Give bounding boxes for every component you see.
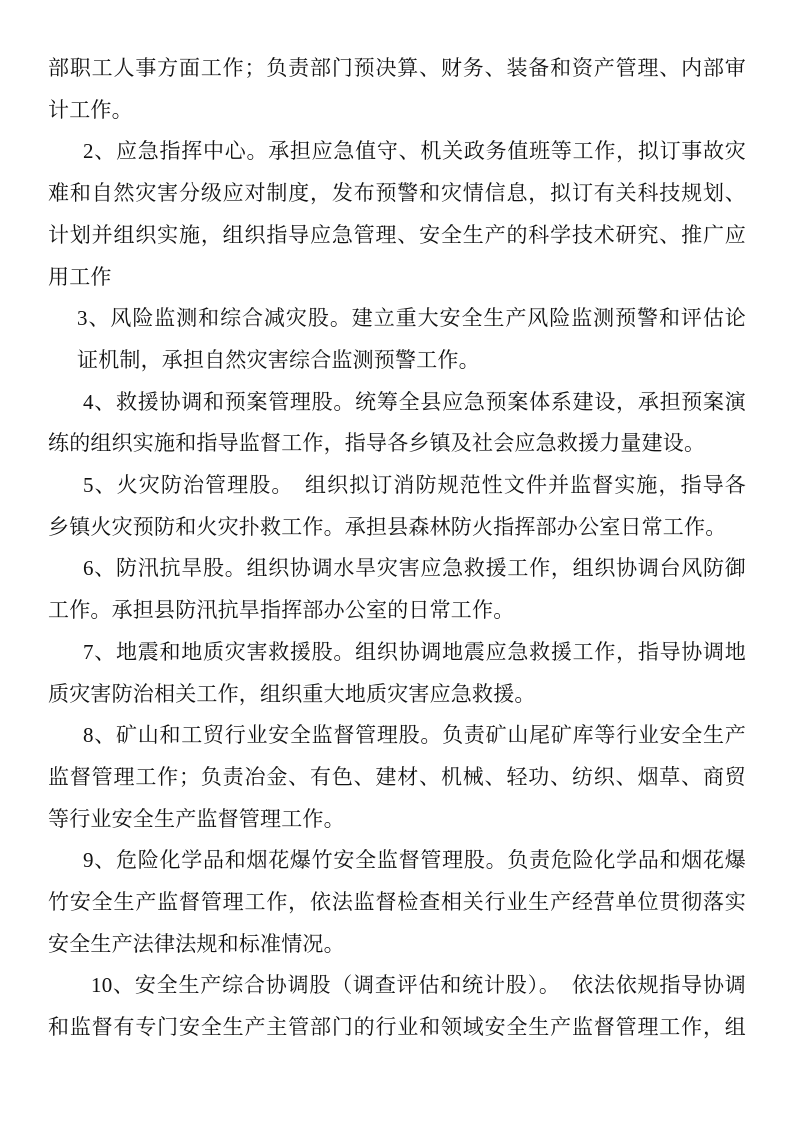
paragraph	[48, 548, 746, 631]
document-text	[48, 48, 746, 1049]
text-line: 和监督有专门安全生产主管部门的行业和领域安全生产监督管理工作，组	[48, 1015, 746, 1040]
paragraph	[48, 382, 746, 465]
text-line: 5、火灾防治管理股。 组织拟订消防规范性文件并监督实施，指导各	[83, 473, 746, 498]
paragraph	[48, 715, 746, 840]
text-line: 乡镇火灾预防和火灾扑救工作。承担县森林防火指挥部办公室日常工作。	[48, 514, 727, 539]
text-line: 竹安全生产监督管理工作，依法监督检查相关行业生产经营单位贯彻落实	[48, 890, 746, 915]
text-line: 4、救援协调和预案管理股。统筹全县应急预案体系建设，承担预案演	[83, 389, 746, 414]
text-line: 监督管理工作；负责冶金、有色、建材、机械、轻功、纺织、烟草、商贸	[48, 764, 746, 789]
text-line: 用工作	[48, 264, 112, 289]
text-line: 等行业安全生产监督管理工作。	[48, 806, 345, 831]
paragraph	[48, 298, 746, 381]
text-line: 证机制，承担自然灾害综合监测预警工作。	[77, 347, 480, 372]
text-line: 2、应急指挥中心。承担应急值守、机关政务值班等工作，拟订事故灾	[83, 139, 746, 164]
text-line: 6、防汛抗旱股。组织协调水旱灾害应急救援工作，组织协调台风防御	[83, 556, 746, 581]
text-line: 7、地震和地质灾害救援股。组织协调地震应急救援工作，指导协调地	[83, 639, 746, 664]
text-line: 部职工人事方面工作；负责部门预决算、财务、装备和资产管理、内部审	[48, 56, 746, 80]
text-line: 练的组织实施和指导监督工作，指导各乡镇及社会应急救援力量建设。	[48, 431, 706, 456]
text-line: 10、安全生产综合协调股（调查评估和统计股）。 依法依规指导协调	[91, 973, 746, 998]
text-line: 3、风险监测和综合减灾股。建立重大安全生产风险监测预警和评估论	[77, 306, 746, 331]
text-line: 8、矿山和工贸行业安全监督管理股。负责矿山尾矿库等行业安全生产	[83, 723, 746, 748]
text-line: 计工作。	[48, 97, 133, 122]
paragraph	[48, 465, 746, 548]
text-line: 安全生产法律法规和标准情况。	[48, 931, 345, 956]
paragraph	[48, 131, 746, 298]
paragraph	[48, 632, 746, 715]
text-line: 难和自然灾害分级应对制度，发布预警和灾情信息，拟订有关科技规划、	[48, 181, 746, 206]
paragraph	[48, 965, 746, 1048]
text-line: 质灾害防治相关工作，组织重大地质灾害应急救援。	[48, 681, 536, 706]
paragraph	[48, 48, 746, 131]
text-line: 9、危险化学品和烟花爆竹安全监督管理股。负责危险化学品和烟花爆	[83, 848, 746, 873]
paragraph	[48, 840, 746, 965]
text-line: 计划并组织实施，组织指导应急管理、安全生产的科学技术研究、推广应	[48, 222, 746, 247]
text-line: 工作。承担县防汛抗旱指挥部办公室的日常工作。	[48, 598, 515, 623]
